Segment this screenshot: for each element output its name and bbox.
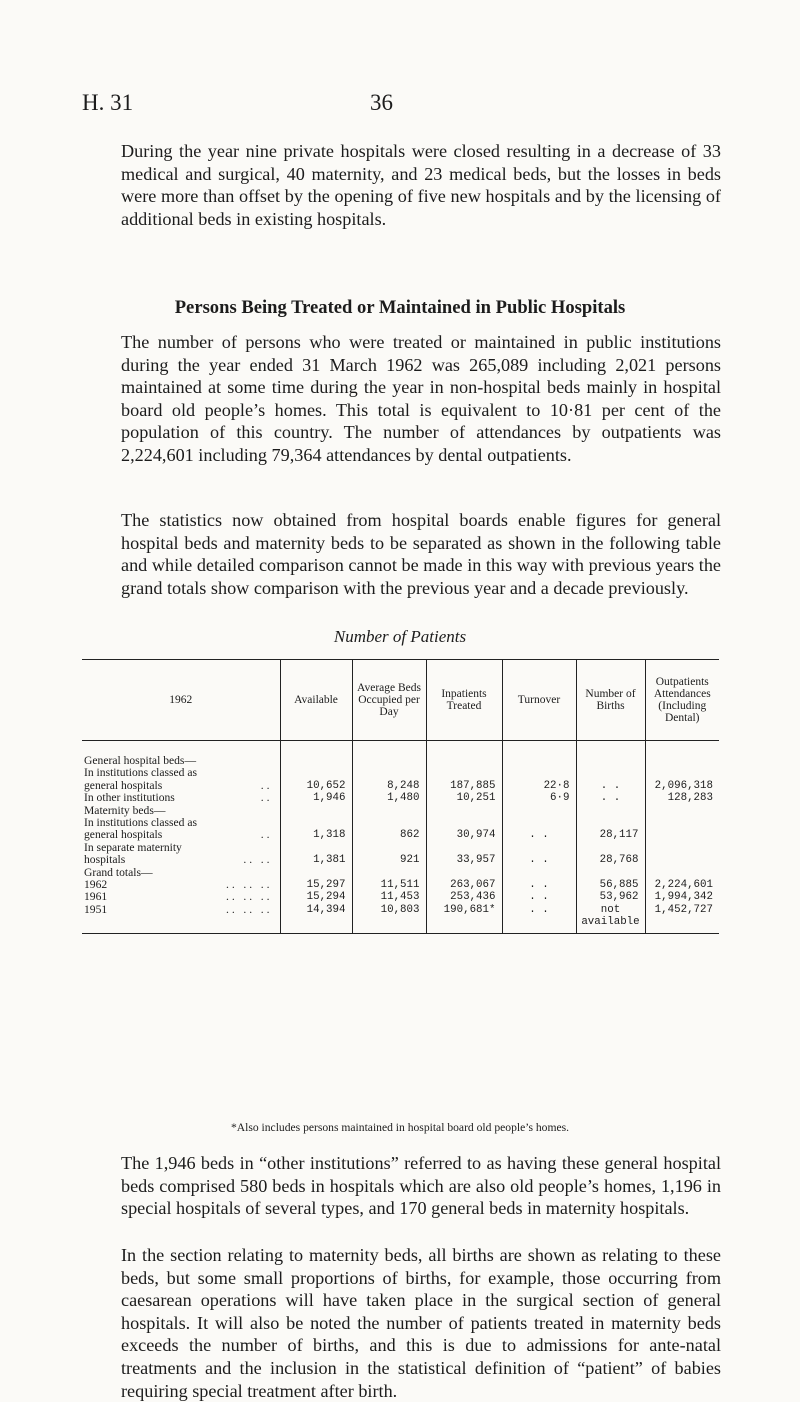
table-cell: 22·8 xyxy=(502,780,576,792)
table-cell: 11,453 xyxy=(352,891,426,903)
column-header-outpatients: Outpatients Attendances (Including Dental) xyxy=(645,660,719,741)
row-label-text: In institutions classed as xyxy=(84,766,198,780)
table-cell: . . xyxy=(576,792,645,804)
table-row xyxy=(82,904,719,916)
table-cell xyxy=(426,842,502,854)
table-row xyxy=(82,867,719,879)
table-cell: 1,946 xyxy=(280,792,352,804)
paragraph-persons-treated: The number of persons who were treated or maintained in public institutions during the year ended 31 March 1962 was 265,089 including 2,021 persons maintained at some time during the year in non-hospital beds mainly in hospital board old people’s homes. This total is equivalent to 10·81 per cent of the population of this country. The number of attendances by outpatients was 2,224,601 including 79,364 attendances by dental outpatients. xyxy=(121,332,721,465)
row-label-text: In separate maternity xyxy=(84,840,182,854)
row-label xyxy=(82,829,280,841)
table-row xyxy=(82,792,719,804)
row-label-text: general hospitals xyxy=(84,778,163,792)
table-footnote: *Also includes persons maintained in hospital board old people’s homes. xyxy=(230,1121,570,1134)
table-row xyxy=(82,829,719,841)
table-row xyxy=(82,817,719,829)
table-cell xyxy=(576,867,645,879)
table-cell xyxy=(280,842,352,854)
table-cell xyxy=(502,817,576,829)
table-row xyxy=(82,891,719,903)
table-cell xyxy=(426,867,502,879)
table-cell: 187,885 xyxy=(426,780,502,792)
table-cell: 921 xyxy=(352,854,426,866)
table-cell xyxy=(502,767,576,779)
row-label xyxy=(82,854,280,866)
table-cell xyxy=(645,817,719,829)
leader-dots: . . xyxy=(260,778,270,792)
leader-dots: . . xyxy=(260,791,270,805)
table-cell xyxy=(645,767,719,779)
row-label xyxy=(82,767,280,779)
table-cell: 53,962 xyxy=(576,891,645,903)
table-cell: 253,436 xyxy=(426,891,502,903)
table-cell: 6·9 xyxy=(502,792,576,804)
table-row xyxy=(82,916,719,933)
table-cell: 10,251 xyxy=(426,792,502,804)
table-cell xyxy=(352,842,426,854)
table-row xyxy=(82,767,719,779)
table-cell: 1,452,727 xyxy=(645,904,719,916)
table-body xyxy=(82,741,719,934)
table-header-row xyxy=(82,660,719,741)
table-cell xyxy=(352,755,426,767)
row-label-text: Grand totals— xyxy=(84,865,153,879)
row-label-text: 1961 xyxy=(84,890,108,904)
row-label-text: hospitals xyxy=(84,853,126,867)
table-cell: 1,994,342 xyxy=(645,891,719,903)
paragraph-statistics: The statistics now obtained from hospital boards enable figures for general hospital beds and maternity beds to be separated as shown in the following table and while detailed comparison cannot be made in this way with previous years the grand totals show comparison with the previous year and a decade previously. xyxy=(121,510,721,598)
patients-table xyxy=(82,659,719,934)
table-cell: 15,297 xyxy=(280,879,352,891)
leader-dots: . . . . . . xyxy=(226,890,270,904)
column-header-available: Available xyxy=(280,660,352,741)
paragraph-maternity-section: In the section relating to maternity beds, all births are shown as relating to these beds, but some small proportions of births, for example, those occurring from caesarean operations will have taken place in the surgical section of general hospitals. It will also be noted the number of patients treated in maternity beds exceeds the number of births, and this is due to admissions for ante-natal treatments and the inclusion in the statistical definition of “patient” of babies requiring special treatment after birth. xyxy=(121,1245,721,1401)
table-cell xyxy=(576,805,645,817)
table-cell xyxy=(576,755,645,767)
table-cell xyxy=(502,755,576,767)
column-header-year: 1962 xyxy=(82,660,280,741)
table-cell xyxy=(426,805,502,817)
table-cell: . . xyxy=(502,891,576,903)
table-cell xyxy=(426,755,502,767)
table-cell: . . xyxy=(502,879,576,891)
document-code: H. 31 xyxy=(82,90,134,115)
table-row xyxy=(82,842,719,854)
table-cell: 28,117 xyxy=(576,829,645,841)
table-cell xyxy=(645,755,719,767)
paragraph-other-institutions: The 1,946 beds in “other institutions” referred to as having these general hospital beds comprised 580 beds in hospitals which are also old people’s homes, 1,196 in special hospitals of several types, and 170 general beds in maternity hospitals. xyxy=(121,1153,721,1219)
table-cell: 10,803 xyxy=(352,904,426,916)
table-cell: . . xyxy=(502,904,576,916)
table-cell: 1,381 xyxy=(280,854,352,866)
table-cell: 11,511 xyxy=(352,879,426,891)
column-header-average-beds: Average Beds Occupied per Day xyxy=(352,660,426,741)
table-cell xyxy=(576,817,645,829)
table-cell xyxy=(502,916,576,933)
leader-dots: . . . . . . xyxy=(226,902,270,916)
table-cell: 14,394 xyxy=(280,904,352,916)
table-cell xyxy=(645,842,719,854)
table-cell: . . xyxy=(502,829,576,841)
row-label xyxy=(82,891,280,903)
row-label-text: 1951 xyxy=(84,902,108,916)
table-cell xyxy=(502,805,576,817)
table-cell: 33,957 xyxy=(426,854,502,866)
table-cell xyxy=(280,767,352,779)
table-cell: . . xyxy=(502,854,576,866)
row-label-text: General hospital beds— xyxy=(84,754,197,767)
table-cell: available xyxy=(576,916,645,933)
table-cell xyxy=(645,829,719,841)
table-cell: 862 xyxy=(352,829,426,841)
leader-dots: . . xyxy=(260,828,270,842)
table-row xyxy=(82,854,719,866)
table-cell xyxy=(352,817,426,829)
row-label-text: 1962 xyxy=(84,878,108,892)
table-cell: 10,652 xyxy=(280,780,352,792)
table-cell xyxy=(352,805,426,817)
table-row xyxy=(82,780,719,792)
table-cell: 2,224,601 xyxy=(645,879,719,891)
table-cell: 190,681* xyxy=(426,904,502,916)
table-cell xyxy=(645,805,719,817)
table-cell xyxy=(352,916,426,933)
column-header-births: Number of Births xyxy=(576,660,645,741)
table-cell: 1,480 xyxy=(352,792,426,804)
table-cell xyxy=(426,817,502,829)
table-cell: . . xyxy=(576,780,645,792)
table-cell: 56,885 xyxy=(576,879,645,891)
table-cell xyxy=(352,867,426,879)
table-row xyxy=(82,879,719,891)
table-cell: 263,067 xyxy=(426,879,502,891)
table-cell: 15,294 xyxy=(280,891,352,903)
row-label-text: In other institutions xyxy=(84,791,175,805)
table-caption: Number of Patients xyxy=(333,627,467,646)
table-cell xyxy=(645,916,719,933)
table-cell xyxy=(280,755,352,767)
table-cell: 28,768 xyxy=(576,854,645,866)
table-cell xyxy=(280,867,352,879)
table-cell xyxy=(280,805,352,817)
table-cell xyxy=(576,842,645,854)
row-label xyxy=(82,916,280,933)
row-label-text: general hospitals xyxy=(84,828,163,842)
table-spacer-row xyxy=(82,741,719,756)
leader-dots: . . . . xyxy=(243,853,270,867)
table-cell xyxy=(502,867,576,879)
table-cell xyxy=(576,767,645,779)
leader-dots: . . . . . . xyxy=(226,878,270,892)
table-cell: 8,248 xyxy=(352,780,426,792)
column-header-turnover: Turnover xyxy=(502,660,576,741)
table-cell xyxy=(352,767,426,779)
table-cell xyxy=(502,842,576,854)
table-cell xyxy=(280,916,352,933)
table-cell xyxy=(645,854,719,866)
table-cell xyxy=(426,767,502,779)
table-cell: 128,283 xyxy=(645,792,719,804)
table-cell: 2,096,318 xyxy=(645,780,719,792)
column-header-inpatients: Inpatients Treated xyxy=(426,660,502,741)
row-label xyxy=(82,792,280,804)
paragraph-hospital-closures: During the year nine private hospitals were closed resulting in a decrease of 33 medical and surgical, 40 maternity, and 23 medical beds, but the losses in beds were more than offset by the opening of five new hospitals and by the licensing of additional beds in existing hospitals. xyxy=(121,141,721,229)
row-label xyxy=(82,904,280,916)
table-cell xyxy=(280,817,352,829)
table-cell: not xyxy=(576,904,645,916)
table-cell: 30,974 xyxy=(426,829,502,841)
table-cell xyxy=(645,867,719,879)
patients-table-wrapper xyxy=(82,659,719,934)
page-number: 36 xyxy=(370,90,393,115)
table-cell: 1,318 xyxy=(280,829,352,841)
table-cell xyxy=(426,916,502,933)
section-heading: Persons Being Treated or Maintained in Public Hospitals xyxy=(174,297,626,318)
row-label-text: Maternity beds— xyxy=(84,803,166,817)
row-label-text: In institutions classed as xyxy=(84,816,198,830)
